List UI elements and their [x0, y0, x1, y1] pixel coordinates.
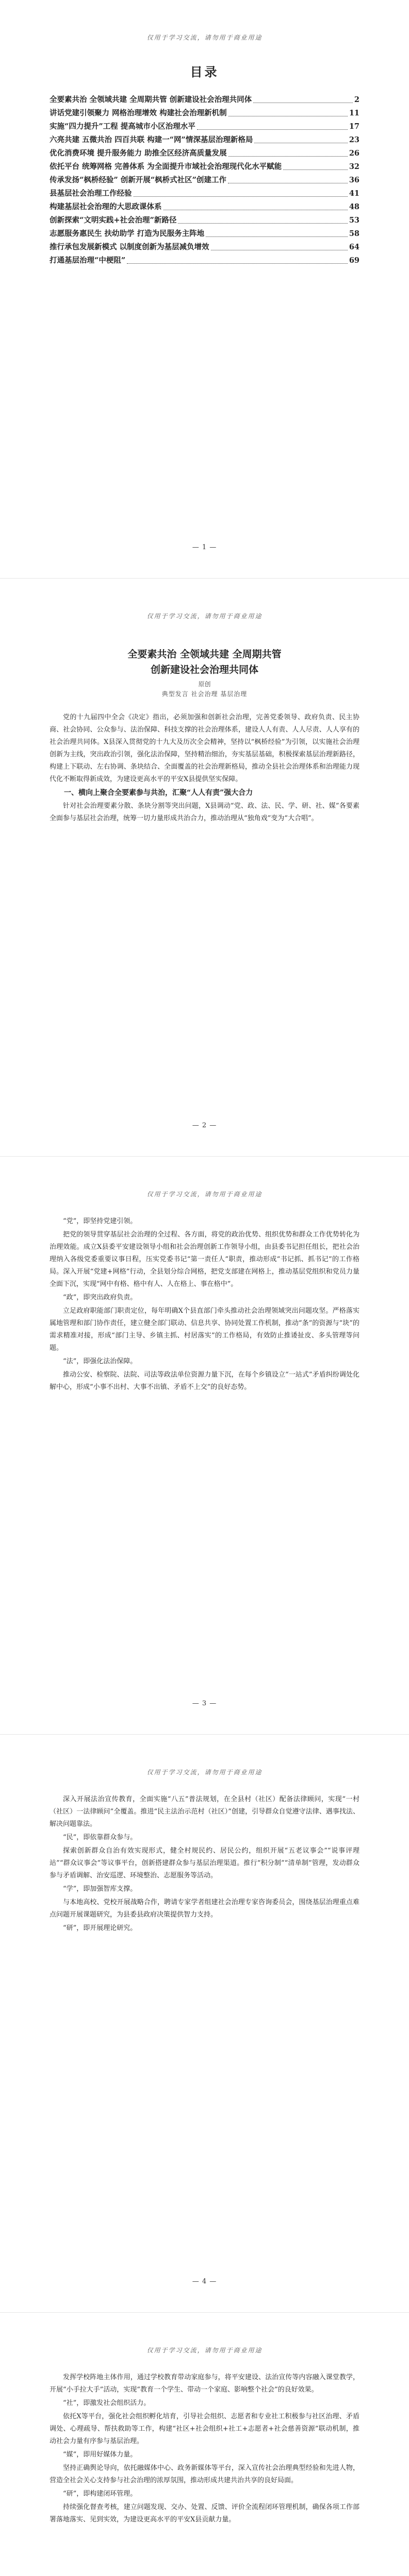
page-1 [0, 0, 409, 578]
toc-entry[interactable] [50, 133, 359, 147]
body-paragraph: 持续强化督查考核，建立问题发现、交办、处置、反馈、评价全流程闭环管理机制，确保各项工作部署落地落实、见到实效，为建设更高水平的平安X县贡献力量。 [50, 2503, 359, 2523]
toc-entry-page: 48 [349, 202, 359, 211]
toc-entry[interactable] [50, 120, 359, 133]
toc-entry-page: 36 [349, 176, 359, 184]
body-paragraph: 深入开展法治宣传教育，全面实施“八五”普法规划，在全县村（社区）配备法律顾问，实现“一村（社区）一法律顾问”全覆盖。推进“民主法治示范村（社区）”创建，引导群众自觉遵守法律、遇事找法、解决问题靠法。 [50, 1795, 359, 1828]
article-body [50, 1735, 359, 1935]
toc-entry-title: 讲话党建引领聚力 网格治理增效 构建社会治理新机制 [50, 109, 227, 117]
article-body [50, 711, 359, 825]
toc-leader-dots [206, 236, 348, 237]
page-number: — 4 — [192, 2278, 217, 2285]
article-title-line-1: 全要素共治 全领域共建 全周期共管 [127, 649, 282, 660]
toc-entry-page: 53 [349, 216, 359, 225]
page-header: 仅用于学习交流，请勿用于商业用途 [146, 1191, 263, 1198]
toc-entry[interactable] [50, 160, 359, 174]
page-header: 仅用于学习交流，请勿用于商业用途 [146, 2347, 263, 2354]
toc-list [50, 93, 359, 267]
body-paragraph: 依托X等平台，强化社会组织孵化培育，引导社会组织、志愿者和专业社工积极参与社区治理、矛盾调处、心理疏导、帮扶救助等工作，构建“社区+社会组织+社工+志愿者+社会慈善资源”联动机制，推动社会力量有序参与基层治理。 [50, 2413, 359, 2445]
page-4 [0, 1734, 409, 2312]
page-number: — 1 — [192, 544, 217, 551]
article-body [50, 2313, 359, 2526]
toc-entry-title: 全要素共治 全领域共建 全周期共管 创新建设社会治理共同体 [50, 95, 252, 104]
page-3 [0, 1156, 409, 1734]
toc-entry[interactable] [50, 174, 359, 187]
toc-entry-title: 六亮共建 五微共治 四百共联 构建一“网”情深基层治理新格局 [50, 135, 253, 144]
toc-entry[interactable] [50, 241, 359, 254]
body-paragraph: 党的十九届四中全会《决定》指出，必须加强和创新社会治理，完善党委领导、政府负责、民主协商、社会协同、公众参与、法治保障、科技支撑的社会治理体系，建设人人有责、人人尽责、人人享有的社会治理共同体。X县深入贯彻党的十九大及历次全会精神，坚持以“枫桥经验”为引领，以实施社会治理创新为主线，突出政治引领，强化法治保障，坚持精治细治，夯实基层基础，积极探索基层治理新路径，构建上下联动、左右协调、条块结合、全面覆盖的社会治理新格局，推动全县社会治理体系和治理能力现代化不断取得新成效，为建设更高水平的平安X县提供坚实保障。 [50, 714, 359, 783]
subsection-lead: “民”，即依靠群众参与。 [63, 1834, 137, 1841]
article-title [50, 579, 359, 677]
toc-entry-page: 41 [349, 189, 359, 198]
article-keywords: 典型发言 社会治理 基层治理 [161, 690, 248, 698]
subsection-lead: “学”，即加强智库支撑。 [63, 1885, 137, 1893]
toc-entry-page: 17 [349, 122, 359, 131]
article-source: 原创 [198, 681, 211, 688]
body-paragraph: 推动公安、检察院、法院、司法等政法单位资源力量下沉，在每个乡镇设立“一站式”矛盾纠纷调处化解中心，形成“小事不出村、大事不出镇、矛盾不上交”的良好态势。 [50, 1371, 359, 1391]
toc-entry-page: 2 [354, 95, 359, 104]
toc-entry-page: 32 [349, 162, 359, 171]
body-paragraph: 立足政府职能部门职责定位，每年明确X个县直部门牵头推动社会治理领域突出问题攻坚。严格落实属地管理和部门协作责任，建立健全部门联动、信息共享、协同处置工作机制，推动“条”的资源与“块”的需求精准对接，形成“部门主导、乡镇主抓、村居落实”的工作格局，有效防止推诿扯皮、多头管理等问题。 [50, 1307, 359, 1352]
toc-entry-page: 69 [349, 256, 359, 265]
page-2 [0, 578, 409, 1156]
toc-entry-title: 实施“四力提升”工程 提高城市小区治理水平 [50, 122, 195, 131]
toc-entry-title: 构建基层社会治理的大思政课体系 [50, 202, 162, 211]
toc-entry-title: 优化消费环境 提升服务能力 助推全区经济高质量发展 [50, 149, 227, 158]
toc-entry[interactable] [50, 93, 359, 107]
toc-entry[interactable] [50, 187, 359, 200]
page-header: 仅用于学习交流，请勿用于商业用途 [146, 1769, 263, 1776]
toc-entry-page: 58 [349, 229, 359, 238]
body-paragraph: 针对社会治理要素分散、条块分割等突出问题，X县调动“党、政、法、民、学、研、社、媒”各要素全面参与基层社会治理，统筹一切力量形成共治合力，推动治理从“独角戏”变为“大合唱”。 [50, 802, 359, 822]
page-number: — 2 — [192, 1122, 217, 1129]
toc-entry[interactable] [50, 227, 359, 241]
subsection-lead: “媒”，即用好媒体力量。 [63, 2451, 137, 2459]
toc-entry[interactable] [50, 214, 359, 227]
page-number: — 3 — [192, 1700, 217, 1707]
toc-entry-page: 11 [349, 109, 359, 117]
toc-leader-dots [134, 196, 348, 197]
section-heading: 一、横向上聚合全要素参与共治，汇聚“人人有责”强大合力 [64, 789, 253, 797]
toc-title: 目录 [190, 64, 219, 79]
toc-entry-title: 传承发扬“枫桥经验” 创新开展“枫桥式社区”创建工作 [50, 176, 226, 184]
subsection-lead: “政”，即突出政府负责。 [63, 1294, 137, 1301]
toc-entry-title: 县基层社会治理工作经验 [50, 189, 132, 198]
article-title-line-2: 创新建设社会治理共同体 [150, 664, 258, 675]
body-paragraph: 坚持正确舆论导向，依托融媒体中心、政务新媒体等平台，深入宣传社会治理典型经验和先进人物，营造全社会关心支持参与社会治理的浓厚氛围，推动形成共建共治共享的良好局面。 [50, 2464, 359, 2484]
toc-entry-title: 打通基层治理“中梗阻” [50, 256, 126, 265]
page-header: 仅用于学习交流，请勿用于商业用途 [146, 34, 263, 41]
toc-entry-title: 志愿服务惠民生 扶幼助学 打造为民服务主阵地 [50, 229, 205, 238]
toc-leader-dots [228, 156, 348, 157]
subsection-lead: “研”，即构建闭环管理。 [63, 2490, 137, 2498]
subsection-lead: “法”，即强化法治保障。 [63, 1358, 137, 1365]
toc-entry-page: 64 [349, 243, 359, 251]
body-paragraph: 探索创新群众自治有效实现形式，健全村规民约、居民公约，组织开展“五老议事会”“说事评理站”“群众议事会”等议事平台，创新搭建群众参与基层治理渠道。推行“积分制”“清单制”管理，发动群众参与矛盾调解、治安巡逻、环境整治、志愿服务等活动。 [50, 1847, 359, 1879]
subsection-lead: “研”，即开展理论研究。 [63, 1924, 137, 1932]
subsection-lead: “社”，即激发社会组织活力。 [63, 2399, 151, 2407]
body-paragraph: 与本地高校、党校开展战略合作，聘请专家学者组建社会治理专家咨询委员会，围绕基层治理重点难点问题开展课题研究，为县委县政府决策提供智力支持。 [50, 1899, 359, 1919]
toc-entry-title: 推行承包发展新模式 以制度创新为基层减负增效 [50, 243, 209, 251]
body-paragraph: 把党的领导贯穿基层社会治理的全过程、各方面，将党的政治优势、组织优势和群众工作优势转化为治理效能。成立X县委平安建设领导小组和社会治理创新工作领导小组，由县委书记担任组长，把社会治理纳入各级党委重要议事日程，压实党委书记“第一责任人”职责，推动形成“书记抓、抓书记”的工作格局。深入开展“党建+网格”行动，全县划分综合网格，把党支部建在网格上，推动基层党组织和党员力量全面下沉，实现“网中有格、格中有人、人在格上、事在格中”。 [50, 1231, 359, 1288]
toc-entry-title: 创新探索“文明实践+社会治理”新路径 [50, 216, 177, 225]
toc-entry-page: 23 [349, 135, 359, 144]
page-5 [0, 2312, 409, 2576]
toc-entry-page: 26 [349, 149, 359, 158]
toc-entry[interactable] [50, 254, 359, 267]
toc-leader-dots [178, 223, 347, 224]
body-paragraph: 发挥学校阵地主体作用，通过学校教育带动家庭参与，将平安建设、法治宣传等内容融入课堂教学，开展“小手拉大手”活动，实现“教育一个学生、带动一个家庭、影响整个社会”的良好效果。 [50, 2374, 359, 2394]
toc-leader-dots [197, 129, 348, 130]
toc-entry-title: 依托平台 统筹网格 完善体系 为全面提升市域社会治理现代化水平赋能 [50, 162, 282, 171]
subsection-lead: “党”，即坚持党建引领。 [63, 1217, 137, 1225]
toc-entry[interactable] [50, 107, 359, 120]
toc-entry[interactable] [50, 200, 359, 214]
page-header: 仅用于学习交流，请勿用于商业用途 [146, 613, 263, 620]
toc-leader-dots [127, 263, 348, 264]
toc-entry[interactable] [50, 147, 359, 160]
